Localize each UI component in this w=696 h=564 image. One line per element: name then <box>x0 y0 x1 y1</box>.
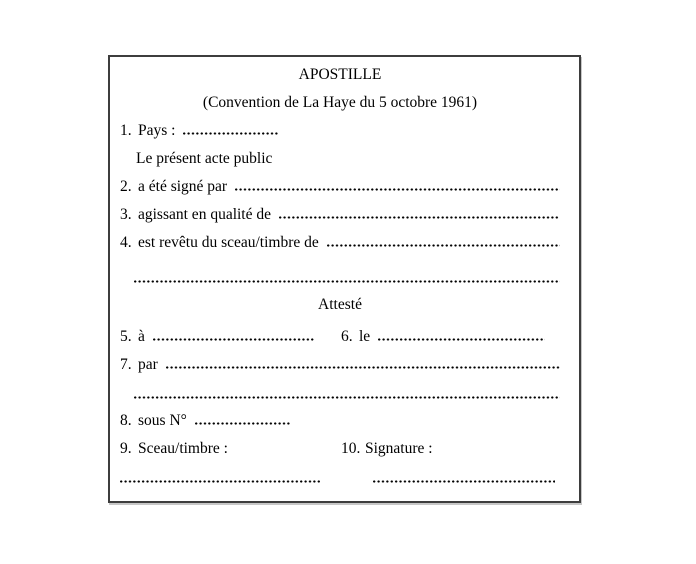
field-2-number: 2. <box>120 178 132 195</box>
field-7-row <box>120 351 560 379</box>
form-title: APOSTILLE <box>298 66 382 83</box>
field-8-dotted-line <box>195 422 291 425</box>
apostille-form <box>108 55 581 503</box>
field-2-dotted-line <box>235 188 560 191</box>
field-8-number: 8. <box>120 412 132 429</box>
field-10-number: 10. <box>341 440 361 457</box>
intro-row <box>120 145 560 173</box>
field-8-row <box>120 407 560 435</box>
field-7-dotted-line <box>166 366 560 369</box>
continuation-dotted-line-2 <box>134 396 560 399</box>
continuation-dotted-line-1 <box>134 280 560 283</box>
field-9-group <box>120 435 341 463</box>
field-1-row <box>120 117 560 145</box>
atteste-heading: Attesté <box>318 296 362 313</box>
signature-dotted-line <box>373 480 555 483</box>
field-10-group <box>341 435 560 463</box>
field-1-number: 1. <box>120 122 132 139</box>
seal-signature-lines-row <box>120 463 560 491</box>
seal-dotted-line <box>120 480 320 483</box>
field-4-row <box>120 229 560 257</box>
field-1-label: Pays : <box>138 122 176 139</box>
field-5-number: 5. <box>120 328 132 345</box>
field-4-dotted-line <box>327 244 560 247</box>
field-4-number: 4. <box>120 234 132 251</box>
field-3-dotted-line <box>279 216 560 219</box>
field-3-row <box>120 201 560 229</box>
field-7-label: par <box>138 356 158 373</box>
field-7-number: 7. <box>120 356 132 373</box>
field-3-number: 3. <box>120 206 132 223</box>
field-8-label: sous N° <box>138 412 187 429</box>
field-6-label: le <box>359 328 371 345</box>
field-5-dotted-line <box>153 338 315 341</box>
field-5-label: à <box>138 328 145 345</box>
field-9-number: 9. <box>120 440 132 457</box>
field-4-continuation-row <box>120 263 560 291</box>
field-10-label: Signature : <box>365 440 433 457</box>
field-1-dotted-line <box>183 132 278 135</box>
form-subtitle: (Convention de La Haye du 5 octobre 1961) <box>202 94 478 111</box>
field-9-label: Sceau/timbre : <box>138 440 228 457</box>
field-2-row <box>120 173 560 201</box>
field-6-dotted-line <box>378 338 545 341</box>
field-5-6-row <box>120 323 560 351</box>
intro-text: Le présent acte public <box>136 150 273 167</box>
field-3-label: agissant en qualité de <box>138 206 271 223</box>
field-6-number: 6. <box>341 328 353 345</box>
field-5-group <box>120 323 341 351</box>
field-2-label: a été signé par <box>138 178 228 195</box>
field-4-label: est revêtu du sceau/timbre de <box>138 234 319 251</box>
field-7-continuation-row <box>120 379 560 407</box>
field-9-10-row <box>120 435 560 463</box>
seal-signature-gap <box>320 482 373 483</box>
field-6-group <box>341 323 560 351</box>
